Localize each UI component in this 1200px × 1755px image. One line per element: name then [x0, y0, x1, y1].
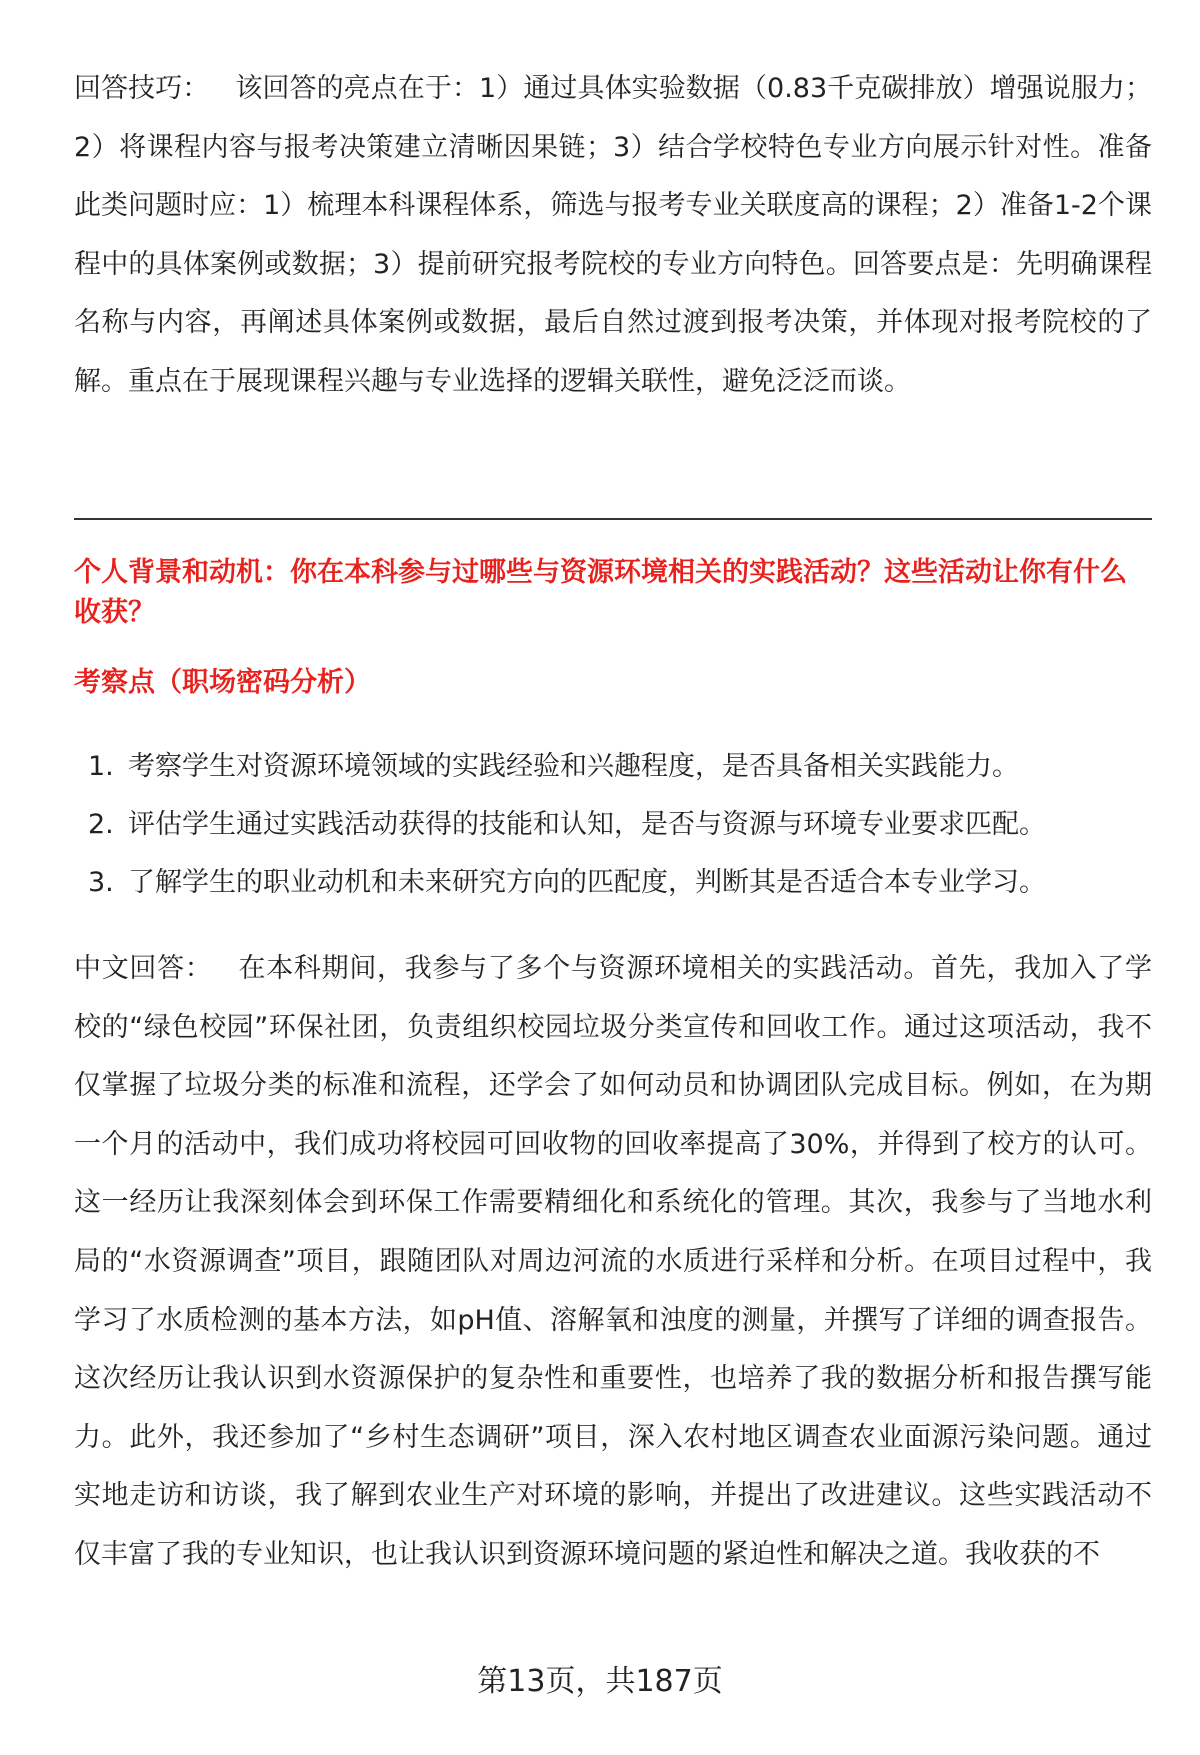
section-divider: [74, 518, 1152, 520]
answer-text: 在本科期间，我参与了多个与资源环境相关的实践活动。首先，我加入了学校的“绿色校园”环保社团，负责组织校园垃圾分类宣传和回收工作。通过这项活动，我不仅掌握了垃圾分类的标准和流程，还学会了如何动员和协调团队完成目标。例如，在为期一个月的活动中，我们成功将校园可回收物的回收率提高了30%，并得到了校方的认可。这一经历让我深刻体会到环保工作需要精细化和系统化的管理。其次，我参与了当地水利局的“水资源调查”项目，跟随团队对周边河流的水质进行采样和分析。在项目过程中，我学习了水质检测的基本方法，如pH值、溶解氧和浊度的测量，并撰写了详细的调查报告。这次经历让我认识到水资源保护的复杂性和重要性，也培养了我的数据分析和报告撰写能力。此外，我还参加了“乡村生态调研”项目，深入农村地区调查农业面源污染问题。通过实地走访和访谈，我了解到农业生产对环境的影响，并提出了改进建议。这些实践活动不仅丰富了我的专业知识，也让我认识到资源环境问题的紧迫性和解决之道。我收获的不: [74, 953, 1153, 1570]
list-item: [74, 854, 1152, 912]
list-number: 1.: [88, 751, 114, 782]
list-item-text: 考察学生对资源环境领域的实践经验和兴趣程度，是否具备相关实践能力。: [128, 751, 1019, 782]
list-item-text: 评估学生通过实践活动获得的技能和认知，是否与资源与环境专业要求匹配。: [128, 809, 1046, 840]
focus-title: 考察点（职场密码分析）: [74, 667, 371, 698]
tips-section: [74, 60, 1152, 412]
tips-label: 回答技巧：: [74, 73, 210, 104]
list-item: [74, 738, 1152, 796]
answer-section: [74, 940, 1152, 1585]
question-title: 个人背景和动机：你在本科参与过哪些与资源环境相关的实践活动？这些活动让你有什么收获？: [74, 557, 1127, 628]
list-number: 2.: [88, 809, 114, 840]
tips-paragraph: [74, 60, 1152, 412]
answer-paragraph: [74, 940, 1152, 1585]
page-number: 第13页，共187页: [477, 1664, 723, 1699]
focus-points-list: [74, 738, 1152, 912]
list-number: 3.: [88, 867, 114, 898]
answer-label: 中文回答：: [74, 953, 213, 984]
tips-text: 该回答的亮点在于：1）通过具体实验数据（0.83千克碳排放）增强说服力；2）将课程内容与报考决策建立清晰因果链；3）结合学校特色专业方向展示针对性。准备此类问题时应：1）梳理本科课程体系，筛选与报考专业关联度高的课程；2）准备1-2个课程中的具体案例或数据；3）提前研究报考院校的专业方向特色。回答要点是：先明确课程名称与内容，再阐述具体案例或数据，最后自然过渡到报考决策，并体现对报考院校的了解。重点在于展现课程兴趣与专业选择的逻辑关联性，避免泛泛而谈。: [74, 73, 1153, 397]
list-item-text: 了解学生的职业动机和未来研究方向的匹配度，判断其是否适合本专业学习。: [128, 867, 1046, 898]
list-item: [74, 796, 1152, 854]
